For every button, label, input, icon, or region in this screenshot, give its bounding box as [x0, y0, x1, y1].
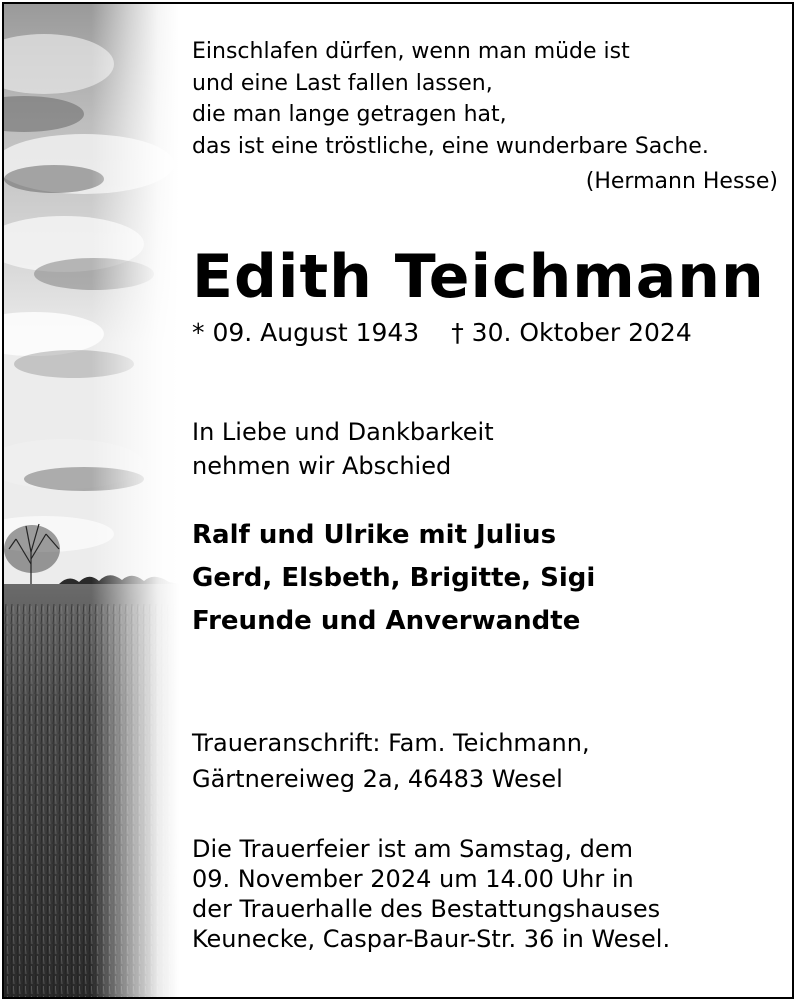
- mourner-line: Gerd, Elsbeth, Brigitte, Sigi: [192, 563, 596, 593]
- mourning-address: [192, 725, 590, 797]
- poem-line: die man lange getragen hat,: [192, 102, 507, 127]
- ceremony-line: 09. November 2024 um 14.00 Uhr in: [192, 865, 634, 893]
- farewell-line: In Liebe und Dankbarkeit: [192, 418, 494, 446]
- ceremony-line: Die Trauerfeier ist am Samstag, dem: [192, 835, 633, 863]
- ceremony-line: der Trauerhalle des Bestattungshauses: [192, 895, 661, 923]
- poem-line: Einschlafen dürfen, wenn man müde ist: [192, 39, 630, 64]
- mourner-line: Ralf und Ulrike mit Julius: [192, 520, 557, 550]
- mourners-list: [192, 514, 595, 643]
- poem-line: und eine Last fallen lassen,: [192, 70, 493, 96]
- mourner-line: Freunde und Anverwandte: [192, 606, 581, 636]
- address-line: Gärtnereiweg 2a, 46483 Wesel: [192, 765, 563, 793]
- ceremony-line: Keunecke, Caspar-Baur-Str. 36 in Wesel.: [192, 925, 671, 953]
- life-dates: [192, 318, 692, 347]
- obituary-notice: [2, 2, 794, 999]
- farewell-text: [192, 415, 494, 483]
- address-line: Traueranschrift: Fam. Teichmann,: [192, 729, 590, 757]
- death-date: † 30. Oktober 2024: [451, 318, 692, 347]
- birth-date: * 09. August 1943: [192, 318, 420, 347]
- poem-author: (Hermann Hesse): [585, 169, 778, 194]
- farewell-line: nehmen wir Abschied: [192, 452, 452, 480]
- landscape-photo: [4, 4, 179, 997]
- poem: [192, 36, 782, 162]
- ceremony-info: [192, 834, 670, 954]
- deceased-name: Edith Teichmann: [192, 242, 765, 312]
- poem-line: das ist eine tröstliche, eine wunderbare Sache.: [192, 133, 709, 159]
